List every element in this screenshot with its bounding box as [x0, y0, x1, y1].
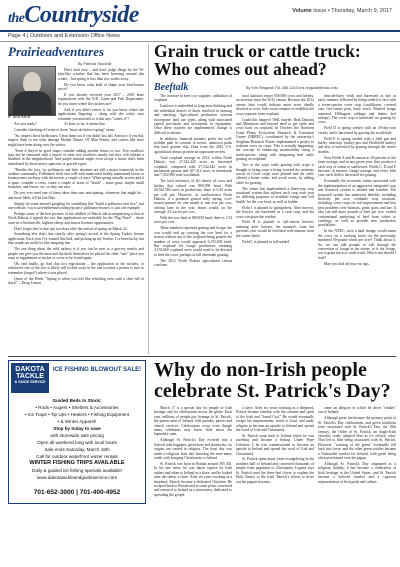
paragraph: Land use is embedded in long-term thinking and the individual desires of those involved in farming and ranching. Agricultural production systems incorporate land use types, along with associated capital purchases and investment in equipment. Once these systems are implemented, change is difficult to initiate. [154, 104, 232, 135]
ad-phone[interactable]: 701-652-3000 | 701-400-4952 [33, 489, 121, 496]
patrick-col1 [154, 406, 232, 562]
ad-logo-bot: & GUIDE SERVICE [14, 380, 46, 384]
paragraph: Something else that's due shortly after spring's arrival is the Spring Turkey license application. Each year I've wanted this bird, and picking up my license, I've been lucky, but that sounds an awful lot like tempting fate. [8, 232, 144, 246]
paragraph: a slave. After six years working as a shepherd, Patrick became familiar with the customs and spirit of the Irish and "found God." He would eventually escape his imprisonment, travel to Gaul, and study religion to become an apostle to Ireland and spread the word of God and Christianity. [236, 406, 314, 433]
paragraph: Although great fun became the primary point of St. Patrick's Day celebrations, and green traditions were associated with St. Patrick's Day, the 18th century, the Order of St. Patrick, an Anglo-Irish chivalric order, adopted blue as it's official color. That led to blue being associated with St. Patrick. However, "wearing of the green" eventually fell back into favor, and the other green articles became a Nationalist symbol for Ireland, with green being often proclaimed over the pagan. [318, 416, 396, 460]
paragraph: St. Patrick was born in Britain around 385 AD. In his late teens, he was taken captive by Irish raiders and taken to Ireland as a slave, and he looked after the sheep, a slave. After six years working as a shepherd, Patrick became a dedicated Christian. He escaped back to Britain and at some point, converted and returned to Ireland as a missionary, dedicated to spreading the gospel. [154, 461, 232, 497]
paragraph: With the cow herd at 869,958 head, there is 1.54 acres per cow. [154, 216, 232, 225]
paragraph: Now Fields A and B remain as 40 percent of the farm acreage, and in any given year, they produce a cash crop of wheat or sunflowers. Fields C, D and E become, in essence, forage acreage, and every fifth year, each field is harvested for grazing. [318, 155, 396, 178]
ad-line: www.dakotatackleandguideservice.com [36, 475, 118, 480]
paragraph: Don't forget they're due just two days after the arrival of spring on March 22. [14, 226, 128, 231]
ad-logo [11, 363, 49, 393]
paragraph: St. Patrick went back to Ireland where he was traveling and became a bishop. Under Pope Celestine I, he was commissioned to become an apostle to Ireland and spread the word of God and Christianity. [236, 433, 314, 456]
paragraph: Field B is planted to full-season harvest, meaning after harvest, the manure's from the previous year would be fertilized with manure from the winter herds. [236, 220, 314, 238]
paragraph: May you find all your ear tags. [324, 261, 370, 266]
ad-lines [13, 397, 141, 481]
ad-title: ICE FISHING BLOWOUT SALE! [52, 367, 142, 373]
paragraph: Could this happen? Well, maybe. Both Dakotas and Minnesota and beyond need to get cattle and cows back on cropland. In October, the Northern Great Plains Ecosystem Research & Extension Center (NRREC), coordinated by the university's Sorghum Research Planet, implemented a project to evaluate cows on crops. This is actually happening, the concept of enhancing sustainability using a multi-species, along with integrating beef cattle grazing on cropland. [236, 117, 314, 162]
ad-line: WINTER FISHING TRIPS AVAILABLE [29, 460, 125, 466]
masthead-title-main: Countryside [24, 2, 139, 28]
paragraph: These numbers represent grazing and forage; the cow would end up carrying the cow herd for a season without any of the cropland being grazed, the number of cows would approach 6,155,658 head. But cropland for forage production, meaning 4,155,660 cropland acres would need to be devoted to feed the cows, perhaps as fall aftermath grazing. [154, 226, 232, 257]
grain-col2 [236, 94, 314, 354]
paragraph: triticale-hairy vetch and harvested as hay in early summer, followed by being seeded to face with a seven-species cover crop (cauliflower, covered oats, five-winter peas, hairy vetch, Winfred forage rapeseed, Hillington cabbage and hunter leaf turnips). The cover crop is harvested via grazing by cows. [318, 94, 396, 125]
paragraph: In addition, financial partners prefer the well-trodden path in contrast to newer, unknown paths that have greater risk. Data from the 2012 U.S. agricultural census provide an opportune review. [154, 136, 232, 154]
grain-byline: By Kris Ringwall 701.456.1103 kris.ringwall@ndsu.edu [246, 86, 338, 90]
ad-line: Open all weekend long with local hours [37, 440, 117, 445]
paragraph: Don't look now – and don't judge things by the 50-plus-like weather that has been hovering around this winter – but spring is less than two weeks away. [58, 68, 144, 81]
issue-info [292, 8, 392, 14]
paragraph: The 2012 North Dakota agricultural census confirms. [154, 258, 232, 268]
author-photo [8, 66, 56, 116]
paragraph: "Even if they're in good shape consider adding another house or two. Tree swallows may not be reassured with a bunch of other tree swallows nearby but they will tolerate a bluebird in the neighborhood. And purple martins might even accept a house that's been abandoned by those messy sparrows or grackle types. [8, 148, 144, 166]
ad-logo-top: DAKOTA [15, 366, 45, 373]
paragraph: Field D is spring seeded with an 18-day-corn variety and is harvested by grazing the swath bale. [318, 126, 396, 135]
paragraph: came an allegory in which he drove "snakes" out of Ireland. [318, 406, 396, 415]
photo-caption: P. Stockhill [8, 115, 31, 120]
masthead-subline: Page 4 | Outdoors and Extension Office News [8, 33, 121, 39]
ad-line: • Rods • Augers • Shelters & Accessories [35, 405, 119, 410]
paragraph: Oh, and finally, go find that lost registration – the application or the stickers, or whichever one of the two is likely still locked away in the one location a person is sure to remember (forget?) where it was placed. [8, 261, 144, 275]
masthead-rule [0, 30, 400, 32]
masthead-title-prefix: the [8, 11, 25, 26]
ad-line: Call for outdoor waterfront winter rentals [36, 454, 118, 459]
paragraph: March 17 is a special day for people of Irish heritage and for celebrations across the globe. Each year, millions of people pay homage to St. Patrick, the patron saint of Ireland, with parades, parties and church services. Celebrations occur even though many celebrants may know little about the legendary saint. [154, 406, 232, 437]
paragraph: Consider checking off some of these "must-do-before-spring" items: [14, 127, 115, 132]
patrick-col3 [318, 406, 396, 562]
paragraph: Do you know what kind of shape your bird-houses are in? [58, 82, 144, 92]
section-rule [8, 356, 396, 357]
ice-fishing-ad[interactable] [8, 360, 146, 504]
paragraph: Field 1 is planted to springwheat. After harvest, the flowers are harvested as a cash crop, and the cows can graze the residue. [236, 205, 314, 219]
paragraph: And if you didn't renew it, do you know where the applications lingering – along with the sticky note reminder you attached to it that says "renew it"? [58, 107, 144, 121]
paragraph: Two of the ways cattle grazing with crops is thought to bring crops a bring forward the nutrients across of Cover crops were planted and the cattle offered a better value, and avoid stress, by adding cattle for grazing. [236, 163, 314, 185]
paragraph: Eventually the economic values associated with the implementation of an aggressive integrated crop and livestock system is headed and feasible. The proposed system has numerous benefits, including diversity per acre, workable crop rotations, including cover crops for soil improvement and less pest problems over biomass, grain, grass and hay. It also can add more pounds of beef per acre, extend conventional marketing of beef from calves to yearlings, as well as provide new production possibilities. [318, 179, 396, 228]
paragraph: Quote of the Week: "Spring is when you feel like whistling even with a shoe full of slush." – Doug Larson [8, 276, 144, 285]
prairie-byline: By Patricia Stockhill [78, 62, 112, 66]
ad-line: Daily & guided ice fishing specials available! [32, 468, 122, 473]
paragraph: St. Patrick spent many years evangelizing in the northern half of Ireland and converted thousands of people from paganism to Christianity. Legend says St. Patrick used the three-leaf clover to explain the Holy Trinity to the Irish. Patrick's efforts to drive out the pagans became... [236, 457, 314, 484]
grain-col3 [318, 94, 396, 354]
paragraph: Although St. Patrick's Day evolved into a festival with bagpipes, green beer and shamrocks, its origins are rooted in religion. The feast day was made a religious feast day honoring the man many credit with bringing Christianity to Ireland. [154, 438, 232, 460]
patrick-col2 [236, 406, 314, 562]
prairie-body [8, 122, 144, 352]
paragraph: If you already received your 2017 – 2018 lease registrations with the N.D. Game and Fish Department, do you know where the stickers are? [58, 93, 144, 106]
ad-line: • & Winter Apparel! [57, 419, 97, 424]
masthead-title [8, 2, 139, 29]
grain-col1 [154, 94, 232, 354]
paragraph: "Besides the joys, for pollinators and their destinies are still a major teamwork in the outdoor community. Pollinators don't fare well with manicured freshly maintained lawns or homeowners too busy with the mower a couple of ways. When spring actually arrives and it is gone, consider a cross, create a couple of areas of "brush" – some grass, maybe small branches, and leaves, etc. so they can nest. [8, 167, 144, 190]
beeftalk-tag: Beeftalk [154, 82, 189, 93]
author-photo-body [13, 91, 51, 116]
paragraph: Perhaps some of the best pictures of the wildlife of March and accompanying is that in North Dakota it signals the fact that applications are available for the "Big Three" – those once-in-a-lifetime elk, bighorn sheep, and moose licenses opportunities. [8, 211, 144, 225]
prairie-heading: Prairieadventures [8, 44, 105, 59]
ad-line: Stop by today to save [53, 426, 101, 431]
ad-line: • Ice Traps • Tip Ups • Heaters • Fishing Equipment [25, 412, 129, 417]
paragraph: Simply do some internet googling for something like "build a pollinator nest box", but one website, /www.savethebeesnowordmy/project/ pollinator-houses/ is just one example. [8, 201, 144, 210]
ad-line: with storewide sale pricing [50, 433, 104, 438]
column-divider [148, 44, 149, 354]
issue-detail: Issue • Thursday, March 9, 2017 [313, 8, 392, 14]
paragraph: Field C is planted in fall-seeded [242, 239, 290, 244]
paragraph: Although St. Patrick's Day originated as a religious holiday, it has become a celebration of Irish heritage in the United States, and St. Patrick became a beloved symbol and a vigorous representation of Irish pride and culture. [318, 461, 396, 484]
paragraph: Do you ever need one of these ideas then start anticipating: whenever that might be – and more likely it'll be late May. [8, 191, 144, 200]
ad-logo-mid: TACKLE [16, 373, 44, 380]
paragraph: In the NNEC, such a land change would mean the cows on a working move on the previously marketed 90-pound wheat per acre? Think about it. So, we can add pounds of calf through the conversion of forage in the winter, or is the forage, not to grain truck or cattle truck. Which one should I feed? [318, 229, 396, 260]
ad-line: Sale ends Saturday, March 18th [44, 447, 110, 452]
paragraph: The center has implemented a three-year crop rotational system that utilizes each crop each year for differing purposes of available forage and 'soil health' for the cow herd, as well as fodder. [236, 186, 314, 204]
paragraph: The increase in beef cow supplies: utilization of cropland. [154, 94, 232, 103]
paragraph: "So, inspect those birdhouses. Clean them out if you didn't last fall. And now if you did, inspect them to see what damage Mother Nature, Ol' Man Winter, and critters like mice might have been doing over the winter. [8, 133, 144, 147]
paragraph: The one thing about the wild turkeys is if you can be next to a grocery nearby and people can give you the meat and the birds themselves be placed the other "safe" place you want to supplement or sticker or cover to be found again. [8, 247, 144, 260]
paragraph: tural statistics report 656,000 cows and heifers, an increase since the 2012 census. Because the 2012 census data would indicate more acres ideally devoted to cows, little room remains to establish the cows separate from cropland. [236, 94, 314, 116]
prairie-intro [58, 68, 144, 130]
paragraph: Total cropland acreage in 2012, within North Dakota, was 27,542,443 acres as harvested cropland, compared with 27,542,442 acres in permanent pasture and 207,414 acres in farmsteads and 7,952,900 total woodlands. [154, 155, 232, 178]
paragraph: Field E is spring seeded with a field pea and barley intercrop (turkey-pea and Hochfield barley) and also is harvested by grazing through the winter months. [318, 136, 396, 154]
grain-headline: Grain truck or cattle truck: Who comes out ahead? [154, 41, 361, 80]
paragraph: At least so far, it seems fine. [64, 122, 106, 127]
patrick-headline: Why do non-Irish people celebrate St. Patrick's Day? [154, 359, 391, 402]
paragraph: Are you ready? [14, 122, 37, 126]
ad-line: Guided Beds In Stock: [52, 398, 102, 403]
issue-label: Volume [292, 8, 312, 14]
paragraph: The total inventory of all classes of cows and heifers that calved was 869,958 head. With 26,542,584 acres in production, there is 0.43 acres per calf per. However, in southwestern North Dakota, if a producer grazed early spring, cool-season pasture for one month at one acre per cow, calving later in the year, leases would, on the average, 23.4 acres per cow. [154, 179, 232, 215]
